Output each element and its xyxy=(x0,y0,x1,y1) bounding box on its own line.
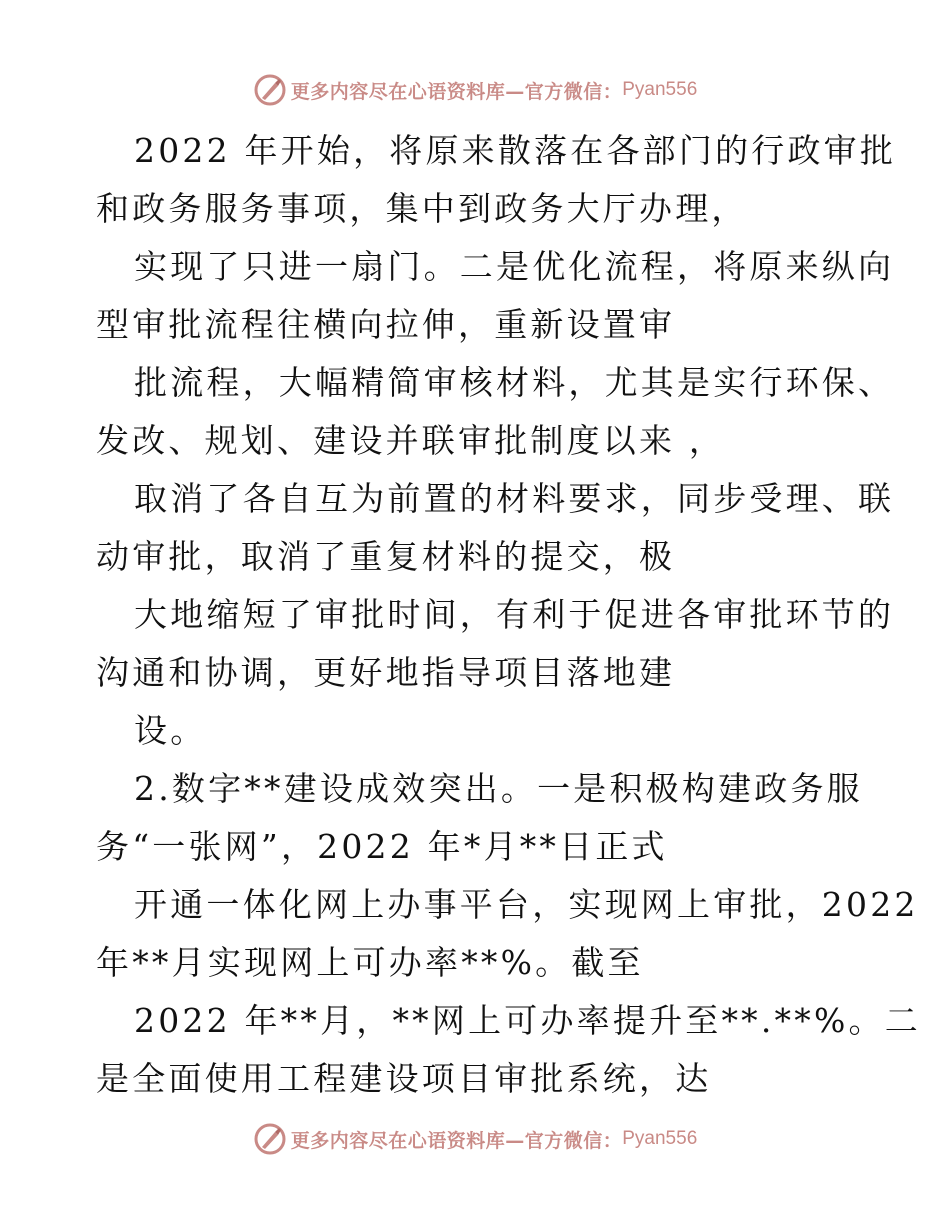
text-line: 务“一张网”，2022 年*月**日正式 xyxy=(96,827,668,866)
text-line: 沟通和协调，更好地指导项目落地建 xyxy=(96,653,676,692)
text-line: 开通一体化网上办事平台，实现网上审批，2022 xyxy=(134,885,919,924)
watermark-account: Pyan556 xyxy=(622,1128,698,1149)
watermark-text: 更多内容尽在心语资料库—官方微信： xyxy=(290,80,623,103)
text-line: 取消了各自互为前置的材料要求，同步受理、联 xyxy=(134,479,895,518)
pen-logo-icon xyxy=(253,1122,287,1156)
text-line: 动审批，取消了重复材料的提交，极 xyxy=(96,537,676,576)
text-line: 设。 xyxy=(134,711,207,750)
text-line: 是全面使用工程建设项目审批系统，达 xyxy=(96,1059,712,1098)
text-line: 2022 年**月，**网上可办率提升至**.**%。二 xyxy=(134,1001,921,1040)
text-line: 型审批流程往横向拉伸，重新设置审 xyxy=(96,305,676,344)
pen-logo-icon xyxy=(253,73,287,107)
text-line: 2022 年开始，将原来散落在各部门的行政审批 xyxy=(134,131,897,170)
text-line: 大地缩短了审批时间，有利于促进各审批环节的 xyxy=(134,595,895,634)
text-line: 2.数字**建设成效突出。一是积极构建政务服 xyxy=(134,769,863,808)
text-line: 批流程，大幅精简审核材料，尤其是实行环保、 xyxy=(134,363,895,402)
document-body xyxy=(96,122,921,1108)
text-line: 实现了只进一扇门。二是优化流程，将原来纵向 xyxy=(134,247,895,286)
text-line: 和政务服务事项，集中到政务大厅办理， xyxy=(96,189,748,228)
watermark-account: Pyan556 xyxy=(622,79,698,100)
text-line: 发改、规划、建设并联审批制度以来 ， xyxy=(96,421,726,460)
watermark-footer xyxy=(0,1119,950,1159)
watermark-header xyxy=(0,70,950,110)
text-line: 年**月实现网上可办率**%。截至 xyxy=(96,943,644,982)
watermark-text: 更多内容尽在心语资料库—官方微信： xyxy=(290,1129,623,1152)
